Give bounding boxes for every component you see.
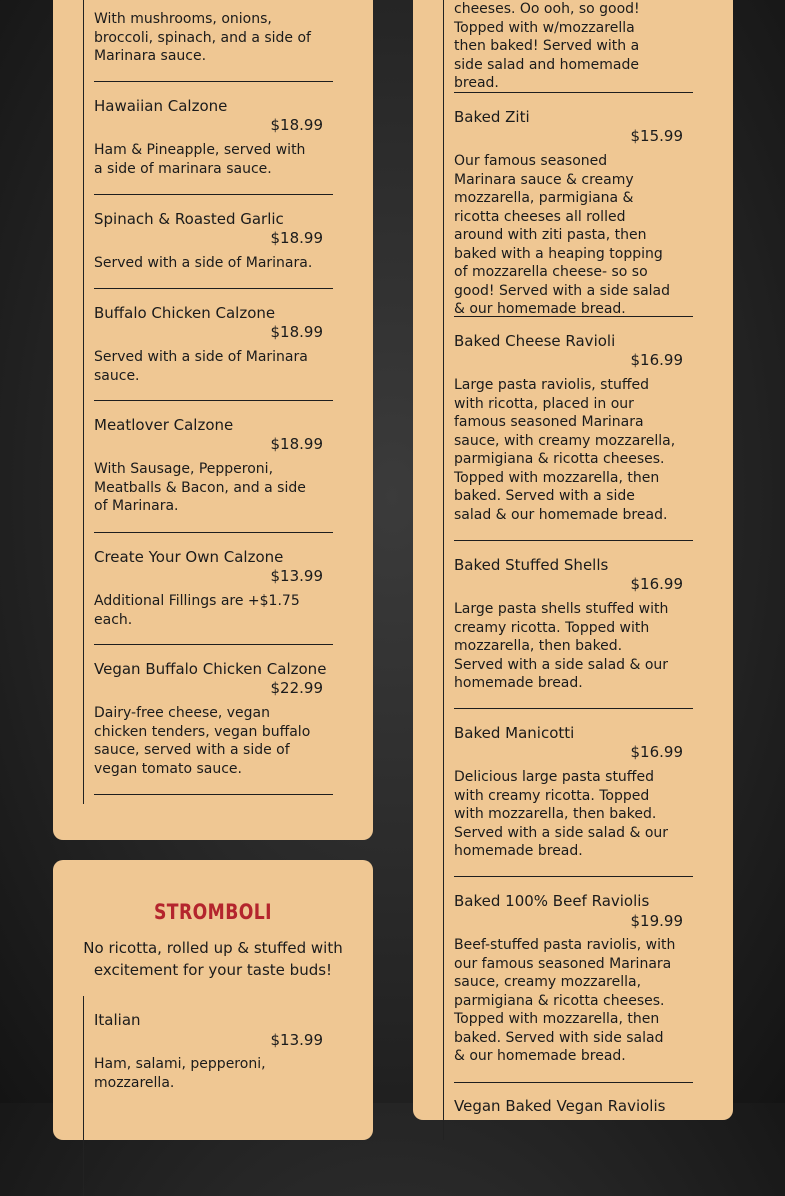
item-description: With mushrooms, onions, broccoli, spinach, and a side of Marinara sauce.	[94, 11, 311, 64]
item-description: Our famous seasoned Marinara sauce & creamy mozzarella, parmigiana & ricotta cheeses all rolled around with ziti pasta, then baked with a heaping topping of mozzarella cheese- so so good! Served with a side salad & our homemade bread.	[454, 153, 671, 317]
item-description: Additional Fillings are +$1.75 each.	[94, 593, 300, 628]
baked-dishes-card	[413, 0, 733, 1120]
item-name: Baked Ziti	[454, 108, 530, 126]
item-description: Ham & Pineapple, served with a side of marinara sauce.	[94, 142, 306, 177]
menu-item-baked-manicotti[interactable]	[454, 709, 693, 877]
item-description: Served with a side of Marinara.	[94, 255, 313, 271]
item-name: Italian	[94, 1011, 141, 1029]
menu-item-vegan-buffalo-chicken-calzone[interactable]	[94, 645, 333, 795]
item-name: Meatlover Calzone	[94, 416, 234, 434]
item-description: cheeses. Oo ooh, so good! Topped with w/mozzarella then baked! Served with a side salad and homemade bread.	[454, 1, 640, 91]
item-description: Served with a side of Marinara sauce.	[94, 349, 308, 384]
item-description: Delicious large pasta stuffed with creamy ricotta. Topped with mozzarella, then baked. Served with a side salad & our homemade bread.	[454, 769, 669, 859]
item-name: Baked Cheese Ravioli	[454, 332, 616, 350]
menu-item-baked-ziti[interactable]	[454, 93, 693, 317]
stromboli-item-list	[83, 996, 333, 1196]
item-name: Baked Stuffed Shells	[454, 556, 609, 574]
item-price: $13.99	[270, 567, 323, 585]
menu-item-italian-stromboli[interactable]	[94, 996, 333, 1116]
item-description: Dairy-free cheese, vegan chicken tenders, vegan buffalo sauce, served with a side of vegan tomato sauce.	[94, 705, 311, 777]
item-price: $22.99	[270, 679, 323, 697]
section-title: STROMBOLI	[153, 900, 273, 924]
item-description: Large pasta shells stuffed with creamy ricotta. Topped with mozzarella, then baked. Served with a side salad & our homemade bread.	[454, 601, 669, 691]
item-name: Baked Manicotti	[454, 724, 575, 742]
menu-item-baked-partial[interactable]	[454, 0, 693, 93]
calzone-item-list	[83, 0, 333, 804]
item-description: With Sausage, Pepperoni, Meatballs & Bacon, and a side of Marinara.	[94, 461, 306, 514]
menu-item-baked-cheese-ravioli[interactable]	[454, 317, 693, 541]
item-name: Hawaiian Calzone	[94, 97, 228, 115]
menu-item-meatlover-calzone[interactable]	[94, 401, 333, 533]
item-name: Vegan Buffalo Chicken Calzone	[94, 660, 327, 678]
menu-item-spinach-roasted-garlic[interactable]	[94, 195, 333, 289]
item-price: $18.99	[270, 116, 323, 134]
menu-item-buffalo-chicken-calzone[interactable]	[94, 289, 333, 401]
item-price: $18.99	[270, 435, 323, 453]
menu-item-create-your-own-calzone[interactable]	[94, 533, 333, 645]
item-price: $19.99	[630, 912, 683, 930]
item-price: $18.99	[270, 229, 323, 247]
menu-item-hawaiian-calzone[interactable]	[94, 82, 333, 195]
menu-item-baked-stuffed-shells[interactable]	[454, 541, 693, 709]
stromboli-card	[53, 860, 373, 1140]
item-description: Large pasta raviolis, stuffed with ricotta, placed in our famous seasoned Marinara sauce, with creamy mozzarella, parmigiana & ricotta cheeses. Topped with mozzarella, then baked. Served with a side salad & our homemade bread.	[454, 377, 676, 523]
item-price: $16.99	[630, 351, 683, 369]
menu-item-vegan-baked-raviolis[interactable]	[454, 1083, 693, 1143]
item-name: Vegan Baked Vegan Raviolis	[454, 1097, 666, 1115]
item-price: $18.99	[270, 323, 323, 341]
item-name: Create Your Own Calzone	[94, 548, 284, 566]
section-subtitle: No ricotta, rolled up & stuffed with excitement for your taste buds!	[83, 939, 343, 979]
item-name: Baked 100% Beef Raviolis	[454, 892, 650, 910]
item-price: $13.99	[270, 1031, 323, 1049]
item-description: Beef-stuffed pasta raviolis, with our famous seasoned Marinara sauce, creamy mozzarella, parmigiana & ricotta cheeses. Topped with mozzarella, then baked. Served with side salad & our homemade bread.	[454, 937, 676, 1064]
item-price: $16.99	[630, 743, 683, 761]
item-price: $15.99	[630, 127, 683, 145]
menu-item-calzone-partial[interactable]	[94, 0, 333, 82]
item-price: $16.99	[630, 575, 683, 593]
item-name: Buffalo Chicken Calzone	[94, 304, 276, 322]
menu-item-baked-beef-raviolis[interactable]	[454, 877, 693, 1083]
calzones-card	[53, 0, 373, 840]
item-description: Ham, salami, pepperoni, mozzarella.	[94, 1056, 266, 1091]
item-name: Spinach & Roasted Garlic	[94, 210, 284, 228]
baked-item-list	[443, 0, 693, 1140]
